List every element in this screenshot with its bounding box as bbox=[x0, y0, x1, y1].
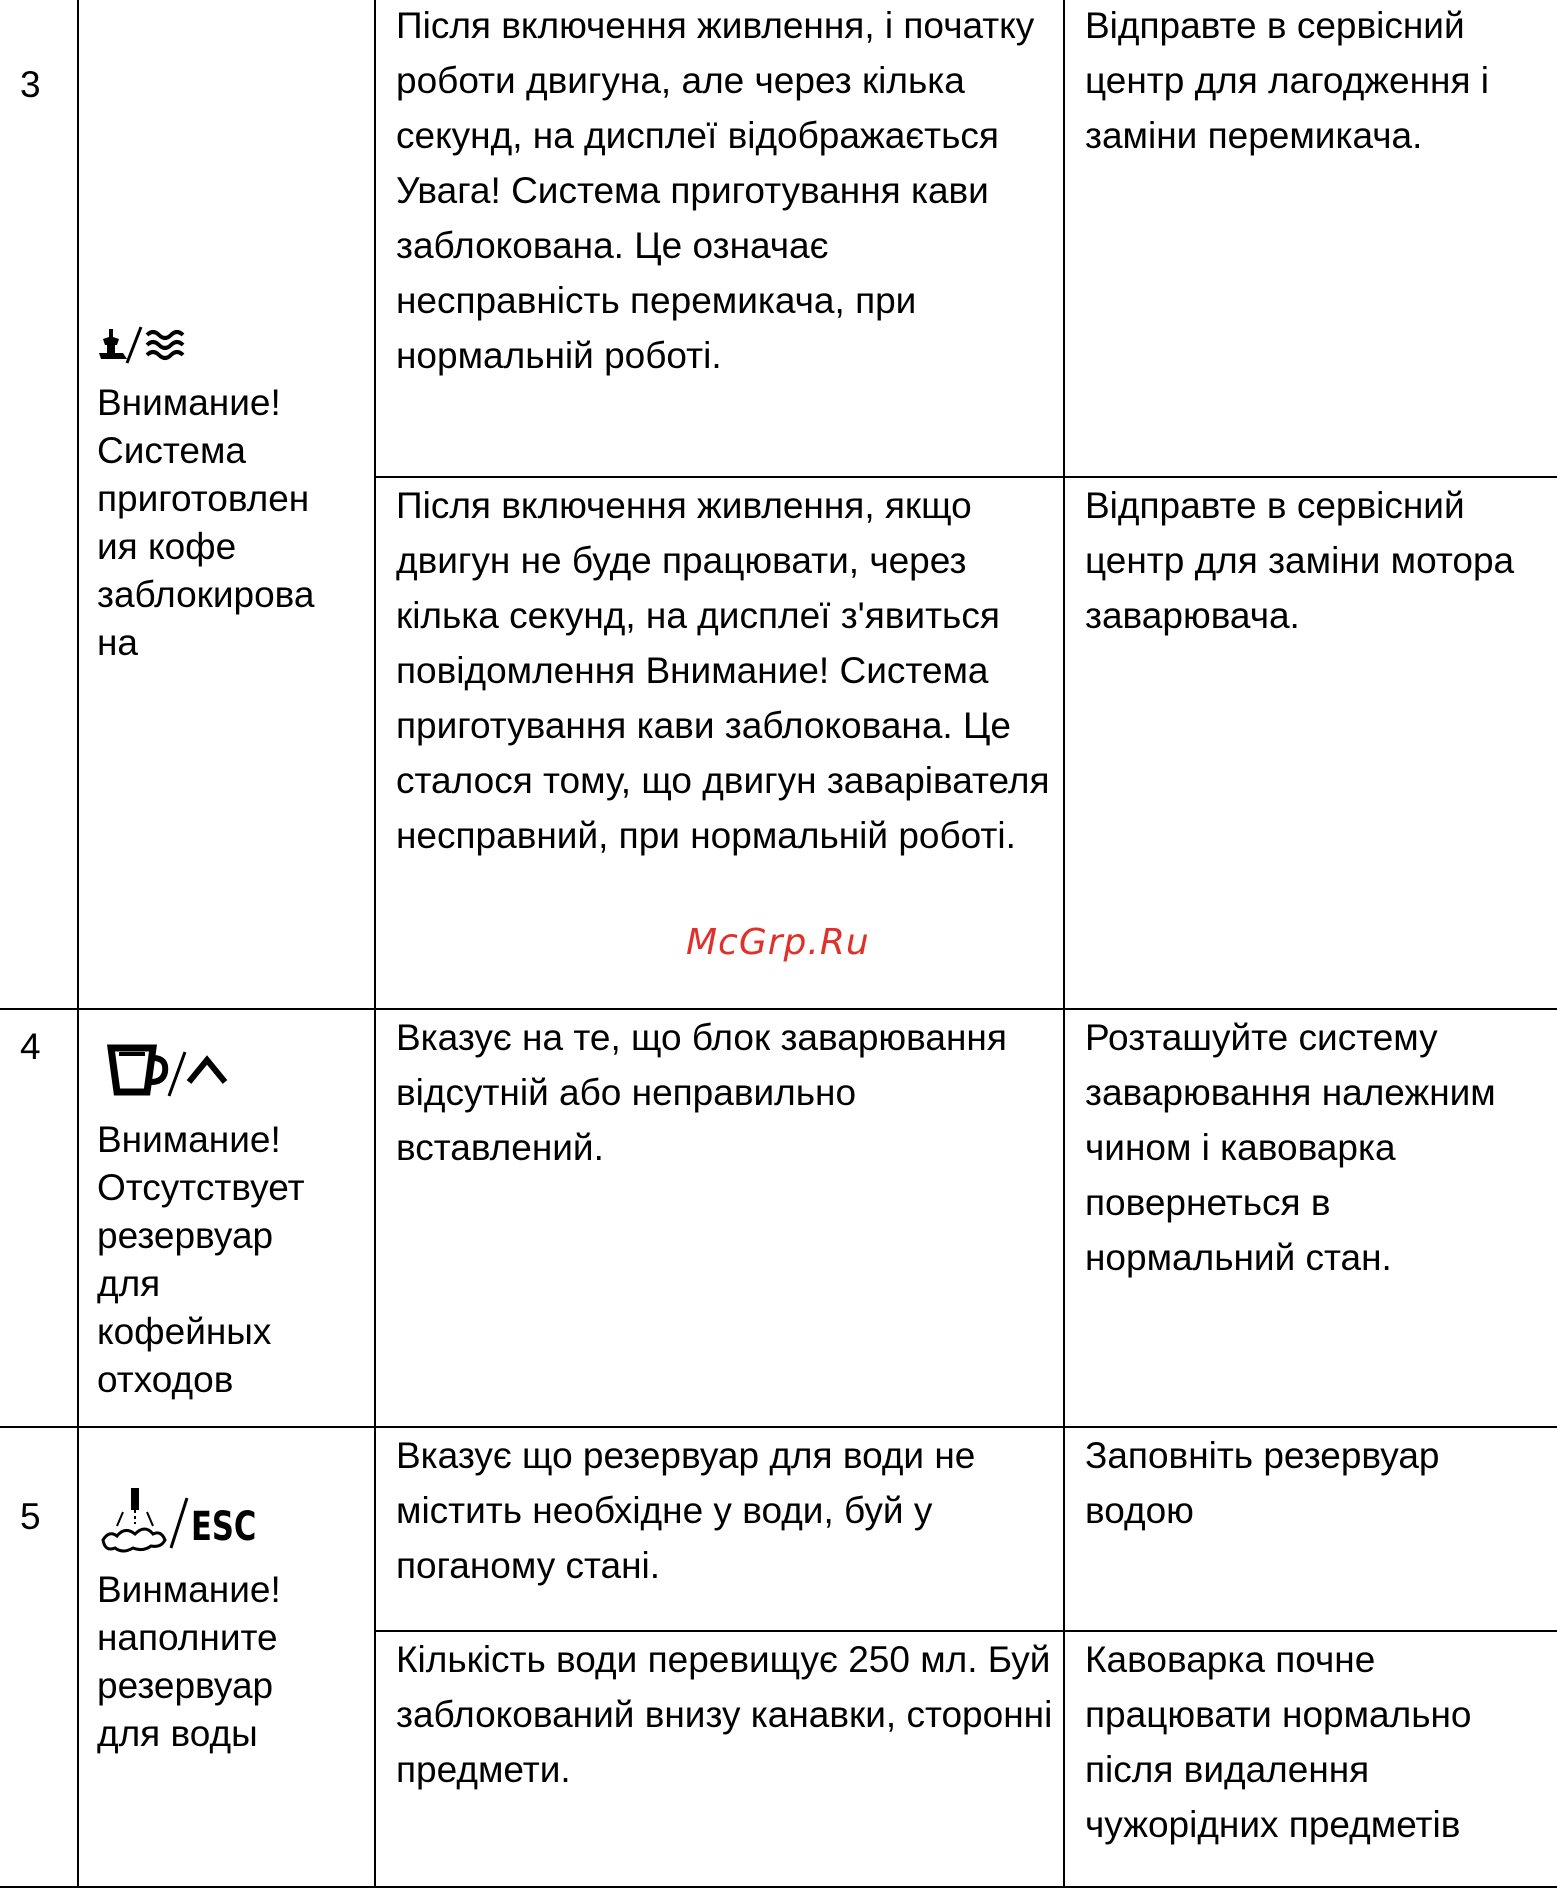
description-text: Після включення живлення, і початку роботи двигуна, але через кілька секунд, на дисплеї відображається Увага! Система приготування кави заблокована. Це означає несправність перемикача, при нормальній роботі. bbox=[396, 5, 1035, 376]
row-number: 3 bbox=[0, 0, 78, 1009]
description-text: Вказує на те, що блок заварювання відсутній або неправильно вставлений. bbox=[396, 1017, 1007, 1168]
row-number: 4 bbox=[0, 1009, 78, 1427]
description-text: Після включення живлення, якщо двигун не буде працювати, через кілька секунд, на дисплеї з'явиться повідомлення Внимание! Система приготування кави заблокована. Це сталося тому, що двигун заварівателя несправний, при нормальній роботі. bbox=[396, 485, 1050, 856]
message-cell bbox=[78, 1009, 375, 1427]
solution-text: Кавоварка почне працювати нормально після видалення чужорідних предметів bbox=[1085, 1639, 1472, 1845]
solution-text: Заповніть резервуар водою bbox=[1085, 1435, 1440, 1531]
message-cell bbox=[78, 1427, 375, 1887]
description-cell bbox=[375, 1009, 1064, 1427]
message-label: Внимание! Система приготовлен ия кофе заблокирова на bbox=[97, 382, 315, 663]
solution-cell bbox=[1064, 1631, 1557, 1887]
description-text: Кількість води перевищує 250 мл. Буй заблокований внизу канавки, сторонні предмети. bbox=[396, 1639, 1053, 1790]
description-cell bbox=[375, 1631, 1064, 1887]
description-cell bbox=[375, 1427, 1064, 1631]
description-cell bbox=[375, 0, 1064, 477]
solution-cell bbox=[1064, 477, 1557, 1009]
brewing-unit-blocked-icon bbox=[97, 323, 374, 379]
table-row bbox=[0, 0, 1557, 477]
watermark: McGrp.Ru bbox=[686, 922, 870, 963]
solution-cell bbox=[1064, 0, 1557, 477]
message-cell bbox=[78, 0, 375, 1009]
waste-container-icon bbox=[97, 1034, 374, 1116]
solution-text: Відправте в сервісний центр для заміни мотора заварювача. bbox=[1085, 485, 1515, 636]
solution-cell bbox=[1064, 1009, 1557, 1427]
message-label: Внимание! Отсутствует резервуар для кофейных отходов bbox=[97, 1119, 305, 1400]
table-row bbox=[0, 1427, 1557, 1631]
solution-text: Відправте в сервісний центр для лагодження і заміни перемикача. bbox=[1085, 5, 1490, 156]
solution-cell bbox=[1064, 1427, 1557, 1631]
svg-text:ESC: ESC bbox=[191, 1503, 257, 1550]
table-row bbox=[0, 1009, 1557, 1427]
row-number: 5 bbox=[0, 1427, 78, 1887]
solution-text: Розташуйте систему заварювання належним чином і кавоварка повернеться в нормальний стан. bbox=[1085, 1017, 1496, 1278]
message-label: Винмание! наполните резервуар для воды bbox=[97, 1569, 281, 1754]
description-text: Вказує що резервуар для води не містить необхідне у води, буй у поганому стані. bbox=[396, 1435, 976, 1586]
water-tank-esc-icon bbox=[97, 1484, 374, 1566]
